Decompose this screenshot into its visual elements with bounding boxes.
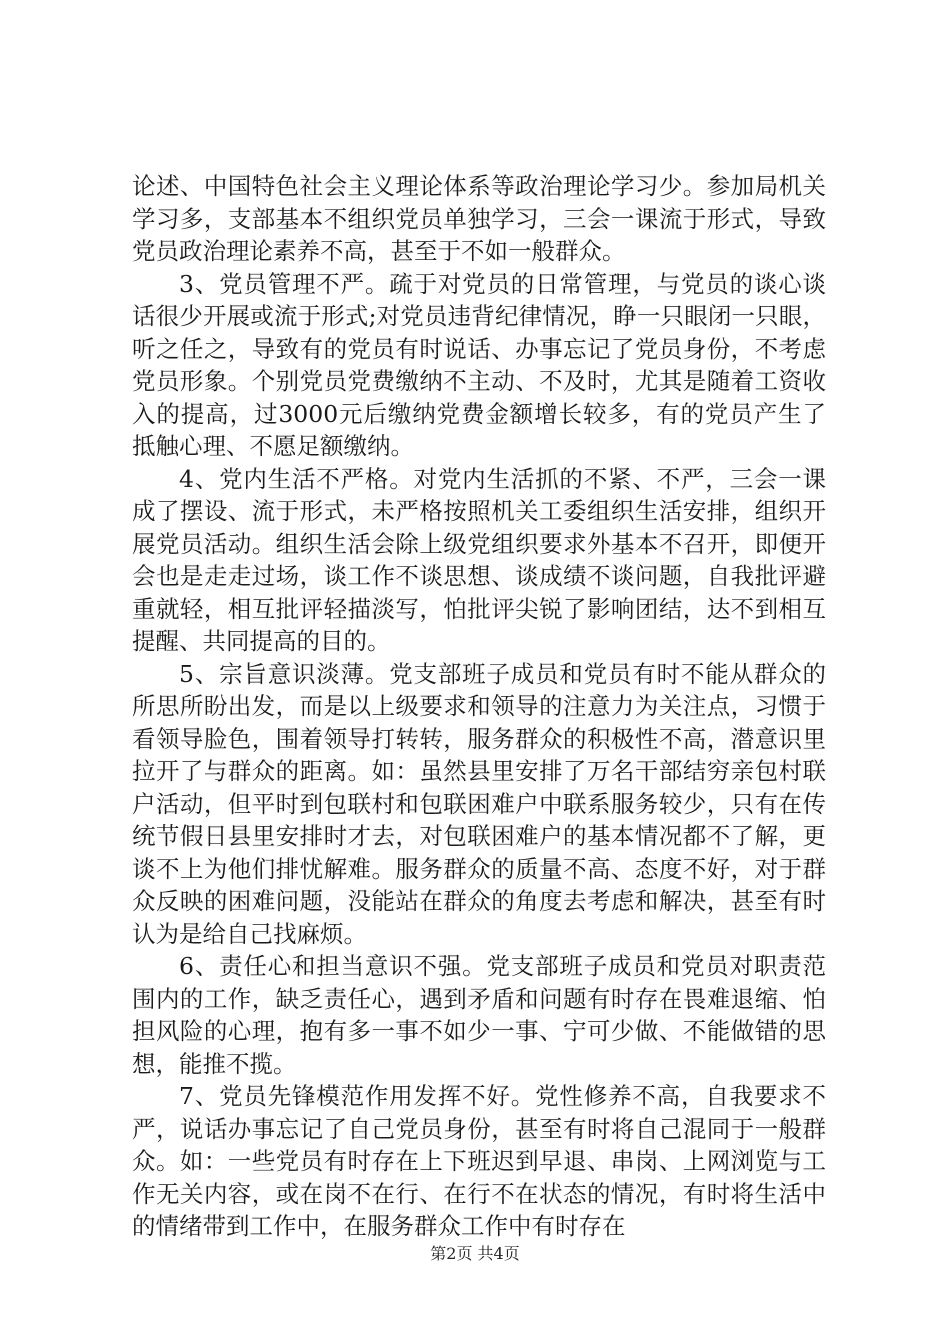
paragraph-item-3: 3、党员管理不严。疏于对党员的日常管理，与党员的谈心谈话很少开展或流于形式;对党员违背纪律情况，睁一只眼闭一只眼，听之任之，导致有的党员有时说话、办事忘记了党员身份，不考虑党员形象。个别党员党费缴纳不主动、不及时，尤其是随着工资收入的提高，过3000元后缴纳党费金额增长较多，有的党员产生了抵触心理、不愿足额缴纳。	[132, 269, 826, 460]
page-number-label: 第2页 共4页	[430, 1244, 520, 1263]
paragraph-item-5: 5、宗旨意识淡薄。党支部班子成员和党员有时不能从群众的所思所盼出发，而是以上级要求和领导的注意力为关注点，习惯于看领导脸色，围着领导打转转，服务群众的积极性不高，潜意识里拉开了与群众的距离。如：虽然县里安排了万名干部结穷亲包村联户活动，但平时到包联村和包联困难户中联系服务较少，只有在传统节假日县里安排时才去，对包联困难户的基本情况都不了解，更谈不上为他们排忧解难。服务群众的质量不高、态度不好，对于群众反映的困难问题，没能站在群众的角度去考虑和解决，甚至有时认为是给自己找麻烦。	[132, 659, 826, 948]
document-body	[132, 170, 826, 1243]
paragraph-item-4: 4、党内生活不严格。对党内生活抓的不紧、不严，三会一课成了摆设、流于形式，未严格按照机关工委组织生活安排，组织开展党员活动。组织生活会除上级党组织要求外基本不召开，即便开会也是走走过场，谈工作不谈思想、谈成绩不谈问题，自我批评避重就轻，相互批评轻描淡写，怕批评尖锐了影响团结，达不到相互提醒、共同提高的目的。	[132, 464, 826, 655]
page-footer	[0, 1243, 950, 1265]
paragraph-continuation: 论述、中国特色社会主义理论体系等政治理论学习少。参加局机关学习多，支部基本不组织党员单独学习，三会一课流于形式，导致党员政治理论素养不高，甚至于不如一般群众。	[132, 172, 826, 265]
paragraph-item-7: 7、党员先锋模范作用发挥不好。党性修养不高，自我要求不严，说话办事忘记了自己党员身份，甚至有时将自己混同于一般群众。如：一些党员有时存在上下班迟到早退、串岗、上网浏览与工作无关内容，或在岗不在行、在行不在状态的情况，有时将生活中的情绪带到工作中，在服务群众工作中有时存在	[132, 1082, 826, 1240]
paragraph-item-6: 6、责任心和担当意识不强。党支部班子成员和党员对职责范围内的工作，缺乏责任心，遇到矛盾和问题有时存在畏难退缩、怕担风险的心理，抱有多一事不如少一事、宁可少做、不能做错的思想，能推不揽。	[132, 952, 826, 1078]
